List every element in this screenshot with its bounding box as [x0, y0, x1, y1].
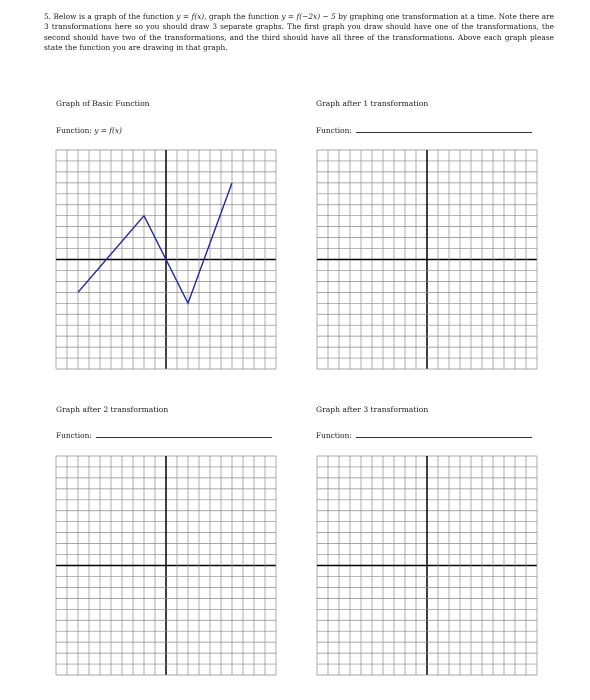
graph-1-function-value: y = f(x) — [94, 126, 122, 135]
problem-intro: Below is a graph of the function — [53, 12, 174, 21]
graph-3-function-label: Function: — [56, 431, 92, 440]
basic-function-expr: y = f(x) — [176, 12, 205, 21]
graph-4-grid[interactable] — [316, 455, 538, 676]
graph-3-title: Graph after 2 transformation — [56, 405, 169, 414]
graph-1-title: Graph of Basic Function — [56, 99, 150, 108]
graph-1-function-label: Function: — [56, 126, 92, 135]
graph-4-svg — [316, 455, 538, 676]
graph-4-title: Graph after 3 transformation — [316, 405, 429, 414]
graph-2-function-label: Function: — [316, 126, 352, 135]
graph-2-function — [316, 126, 532, 135]
graph-3-grid[interactable] — [55, 455, 277, 676]
graph-4-function-label: Function: — [316, 431, 352, 440]
graph-2-svg — [316, 149, 538, 370]
graph-2-title: Graph after 1 transformation — [316, 99, 429, 108]
graph-1-function — [56, 126, 122, 135]
graph-3-svg — [55, 455, 277, 676]
graph-4-function-blank[interactable] — [356, 436, 532, 438]
graph-4-function — [316, 431, 532, 440]
target-function-expr: y = f(−2x) − 5 — [281, 12, 336, 21]
graph-3-function-blank[interactable] — [96, 436, 272, 438]
graph-1-svg — [55, 149, 277, 370]
graph-2-grid[interactable] — [316, 149, 538, 370]
problem-mid: , graph the function — [204, 12, 279, 21]
graph-2-function-blank[interactable] — [356, 131, 532, 133]
graph-1-grid[interactable] — [55, 149, 277, 370]
problem-statement — [44, 12, 554, 54]
graph-3-function — [56, 431, 272, 440]
problem-rest: by graphing one transformation at a time. Note there are 3 transformations here so you should draw 3 separate graphs. The first graph you draw should have one of the transformations, the second should have two of the transformations, and the third should have all three of the transformations. Above each graph please state the function you are drawing in that graph. — [44, 12, 554, 53]
problem-number: 5. — [44, 12, 52, 21]
